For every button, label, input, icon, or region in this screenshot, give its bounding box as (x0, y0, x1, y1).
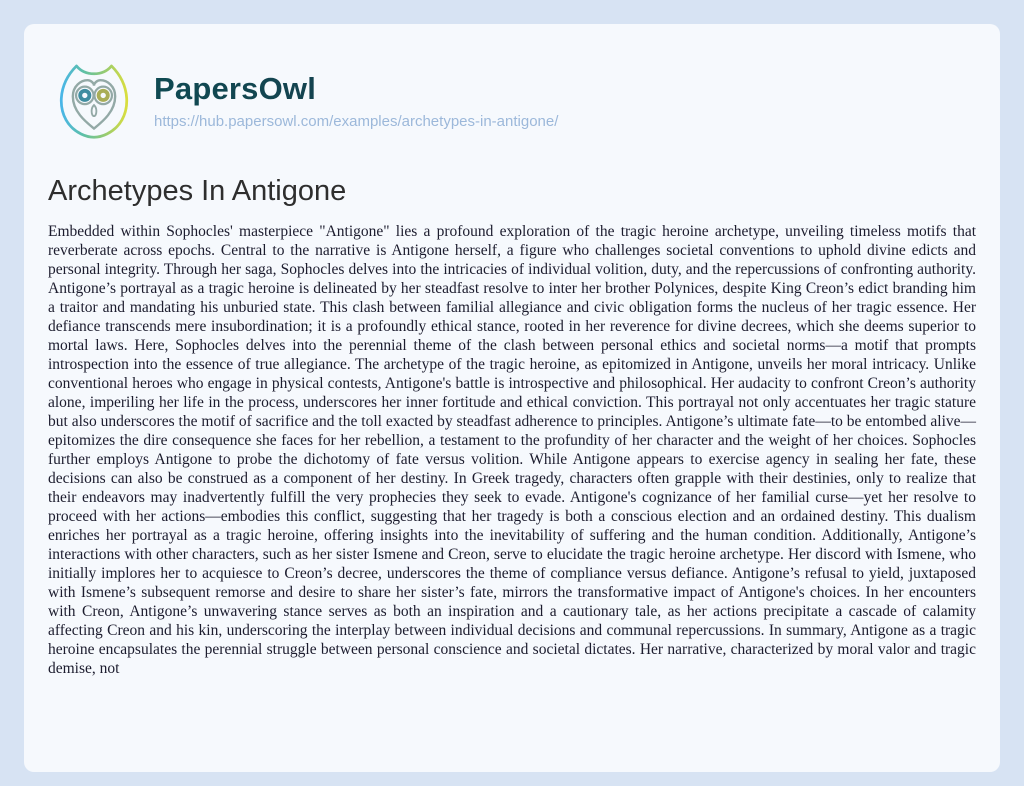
content-card (24, 24, 1000, 772)
site-header (48, 54, 976, 146)
papersowl-logo[interactable] (48, 54, 140, 146)
owl-icon (48, 54, 140, 146)
brand-name: PapersOwl (154, 71, 558, 107)
essay-body-text: Embedded within Sophocles' masterpiece "Antigone" lies a profound exploration of the tragic heroine archetype, unveiling timeless motifs that reverberate across epochs. Central to the narrative is Antigone herself, a figure who challenges societal conventions to uphold divine edicts and personal integrity. Through her saga, Sophocles delves into the intricacies of individual volition, duty, and the repercussions of confronting authority. Antigone’s portrayal as a tragic heroine is delineated by her steadfast resolve to inter her brother Polynices, despite King Creon’s edict branding him a traitor and mandating his unburied state. This clash between familial allegiance and civic obligation forms the nucleus of her tragic essence. Her defiance transcends mere insubordination; it is a profoundly ethical stance, rooted in her reverence for divine decrees, which she deems superior to mortal laws. Here, Sophocles delves into the perennial theme of the clash between personal ethics and societal norms—a motif that prompts introspection into the essence of true allegiance. The archetype of the tragic heroine, as epitomized in Antigone, unveils her moral intricacy. Unlike conventional heroes who engage in physical contests, Antigone's battle is introspective and philosophical. Her audacity to confront Creon’s authority alone, imperiling her life in the process, underscores her inner fortitude and ethical conviction. This portrayal not only accentuates her tragic stature but also underscores the motif of sacrifice and the toll exacted by steadfast adherence to principles. Antigone’s ultimate fate—to be entombed alive—epitomizes the dire consequence she faces for her rebellion, a testament to the profundity of her character and the weight of her choices. Sophocles further employs Antigone to probe the dichotomy of fate versus volition. While Antigone appears to exercise agency in sealing her fate, these decisions can also be construed as a component of her destiny. In Greek tragedy, characters often grapple with their destinies, only to realize that their endeavors may inadvertently fulfill the very prophecies they seek to evade. Antigone's cognizance of her familial curse—yet her resolve to proceed with her actions—embodies this conflict, suggesting that her tragedy is both a conscious election and an ordained destiny. This dualism enriches her portrayal as a tragic heroine, offering insights into the inevitability of suffering and the human condition. Additionally, Antigone’s interactions with other characters, such as her sister Ismene and Creon, serve to elucidate the tragic heroine archetype. Her discord with Ismene, who initially implores her to acquiesce to Creon’s decree, underscores the theme of compliance versus defiance. Antigone’s refusal to yield, juxtaposed with Ismene’s subsequent remorse and desire to share her sister’s fate, mirrors the transformative impact of Antigone's choices. In her encounters with Creon, Antigone’s unwavering stance serves as both an inspiration and a cautionary tale, as her actions precipitate a cascade of calamity affecting Creon and his kin, underscoring the interplay between individual decisions and communal repercussions. In summary, Antigone as a tragic heroine encapsulates the perennial struggle between personal conscience and societal dictates. Her narrative, characterized by moral valor and tragic demise, not (48, 223, 976, 677)
brand-block (154, 71, 558, 130)
source-url-link[interactable]: https://hub.papersowl.com/examples/archetypes-in-antigone/ (154, 112, 559, 130)
page-title: Archetypes In Antigone (48, 175, 347, 207)
